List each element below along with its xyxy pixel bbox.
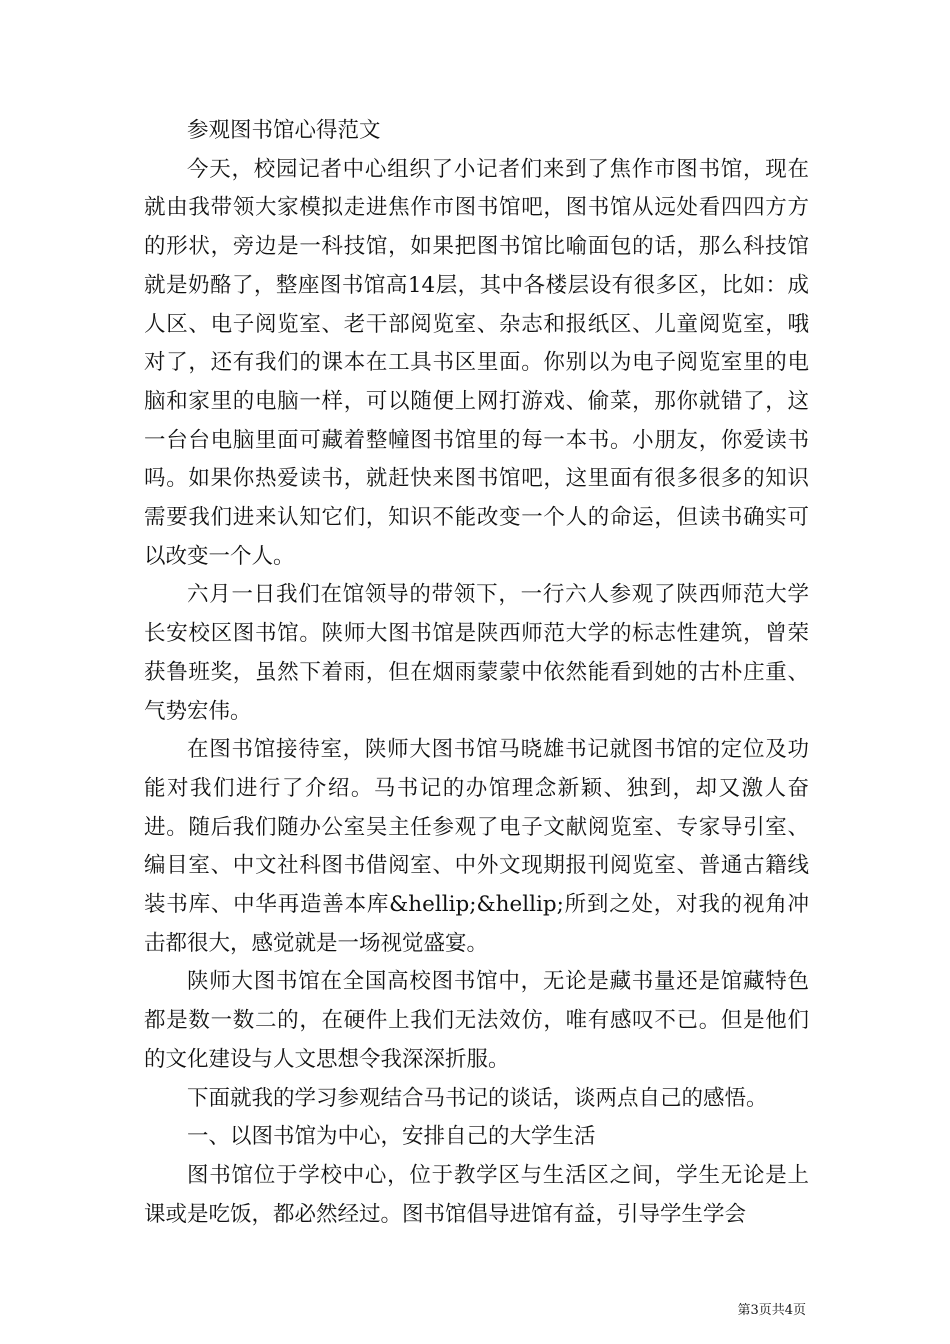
paragraph: 陕师大图书馆在全国高校图书馆中，无论是藏书量还是馆藏特色都是数一数二的，在硬件上我们无法效仿，唯有感叹不已。但是他们的文化建设与人文思想令我深深折服。 [144,969,809,1072]
document-body [144,112,809,1234]
paragraph: 在图书馆接待室，陕师大图书馆马晓雄书记就图书馆的定位及功能对我们进行了介绍。马书记的办馆理念新颖、独到，却又激人奋进。随后我们随办公室吴主任参观了电子文献阅览室、专家导引室、编目室、中文社科图书借阅室、中外文现期报刊阅览室、普通古籍线装书库、中华再造善本库&hellip;&hellip;所到之处，对我的视角冲击都很大，感觉就是一场视觉盛宴。 [144,737,809,956]
paragraph: 下面就我的学习参观结合马书记的谈话，谈两点自己的感悟。 [187,1085,768,1111]
paragraph: 今天，校园记者中心组织了小记者们来到了焦作市图书馆，现在就由我带领大家模拟走进焦作市图书馆吧，图书馆从远处看四四方方的形状，旁边是一科技馆，如果把图书馆比喻面包的话，那么科技馆就是奶酪了，整座图书馆高14层，其中各楼层设有很多区，比如：成人区、电子阅览室、老干部阅览室、杂志和报纸区、儿童阅览室，哦对了，还有我们的课本在工具书区里面。你别以为电子阅览室里的电脑和家里的电脑一样，可以随便上网打游戏、偷菜，那你就错了，这一台台电脑里面可藏着整幢图书馆里的每一本书。小朋友，你爱读书吗。如果你热爱读书，就赶快来图书馆吧，这里面有很多很多的知识需要我们进来认知它们，知识不能改变一个人的命运，但读书确实可以改变一个人。 [144,156,809,569]
page-number-label: 第3页共4页 [737,1303,806,1318]
section-heading: 一、以图书馆为中心，安排自己的大学生活 [187,1124,596,1150]
paragraph: 六月一日我们在馆领导的带领下，一行六人参观了陕西师范大学长安校区图书馆。陕师大图书馆是陕西师范大学的标志性建筑，曾荣获鲁班奖，虽然下着雨，但在烟雨蒙蒙中依然能看到她的古朴庄重、气势宏伟。 [144,582,809,724]
page-footer [737,1303,806,1319]
document-title: 参观图书馆心得范文 [187,118,381,143]
paragraph: 图书馆位于学校中心，位于教学区与生活区之间，学生无论是上课或是吃饭，都必然经过。图书馆倡导进馆有益，引导学生学会 [144,1162,809,1227]
